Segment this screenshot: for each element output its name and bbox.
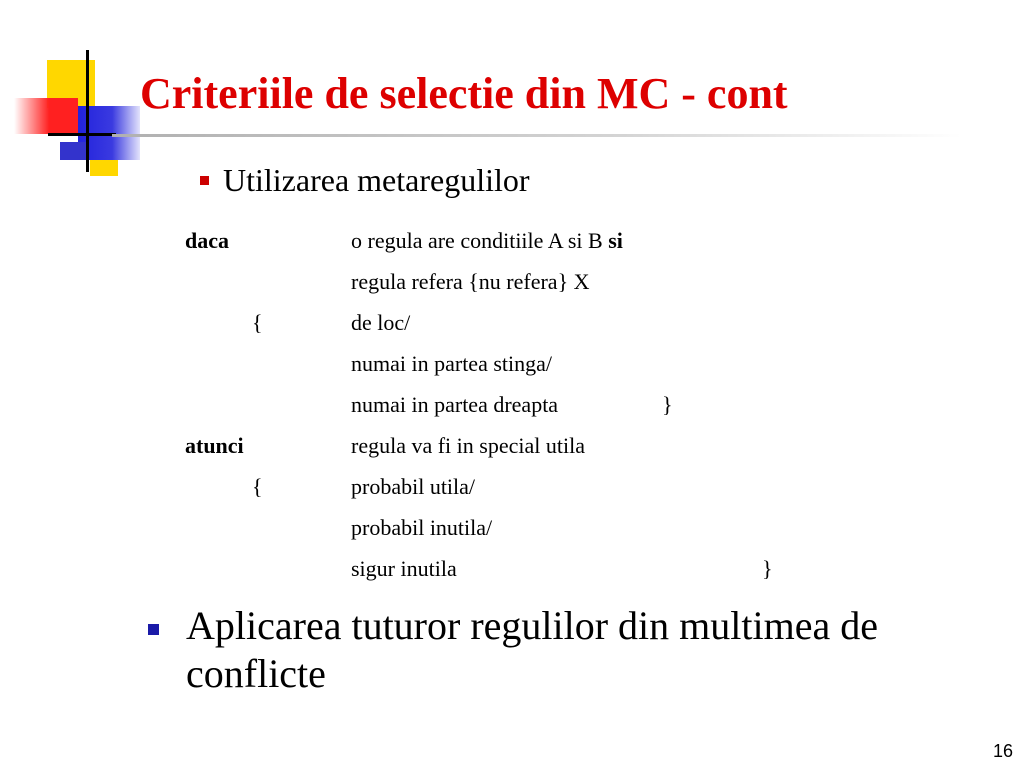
rule-line: de loc/ <box>351 310 411 335</box>
keyword-atunci: atunci <box>185 433 244 458</box>
logo-horizontal-line <box>48 133 116 136</box>
title-underline <box>112 134 962 137</box>
logo-yellow-small <box>90 160 118 176</box>
brace-open: { <box>252 474 263 499</box>
brace-open: { <box>252 310 263 335</box>
logo-vertical-line <box>86 50 89 172</box>
rule-line: probabil utila/ <box>351 474 476 499</box>
bullet-aplicarea <box>148 602 988 698</box>
rule-line-text: o regula are conditiile A si B <box>351 228 609 253</box>
bullet-text: Aplicarea tuturor regulilor din multimea de conflicte <box>186 603 878 696</box>
rule-line: numai in partea stinga/ <box>351 351 552 376</box>
bullet-square-icon <box>200 176 209 185</box>
rule-line: numai in partea dreapta <box>351 392 559 417</box>
bullet-metareguli <box>200 162 530 199</box>
rule-line: probabil inutila/ <box>351 515 493 540</box>
slide-title: Criteriile de selectie din MC - cont <box>140 69 788 118</box>
logo-red-bar <box>14 98 78 134</box>
rule-line: regula refera {nu refera} X <box>351 269 590 294</box>
bullet-text: Utilizarea metaregulilor <box>223 162 530 198</box>
brace-close: } <box>662 392 673 417</box>
keyword-daca: daca <box>185 228 229 253</box>
rule-line: sigur inutila <box>351 556 457 581</box>
decorative-logo <box>0 0 150 180</box>
brace-close: } <box>762 556 773 581</box>
page-number: 16 <box>992 741 1013 761</box>
logo-blue-square <box>60 142 86 160</box>
rule-line <box>351 228 623 254</box>
keyword-si: si <box>608 228 623 253</box>
rule-line: regula va fi in special utila <box>351 433 585 458</box>
bullet-square-icon <box>148 624 159 635</box>
